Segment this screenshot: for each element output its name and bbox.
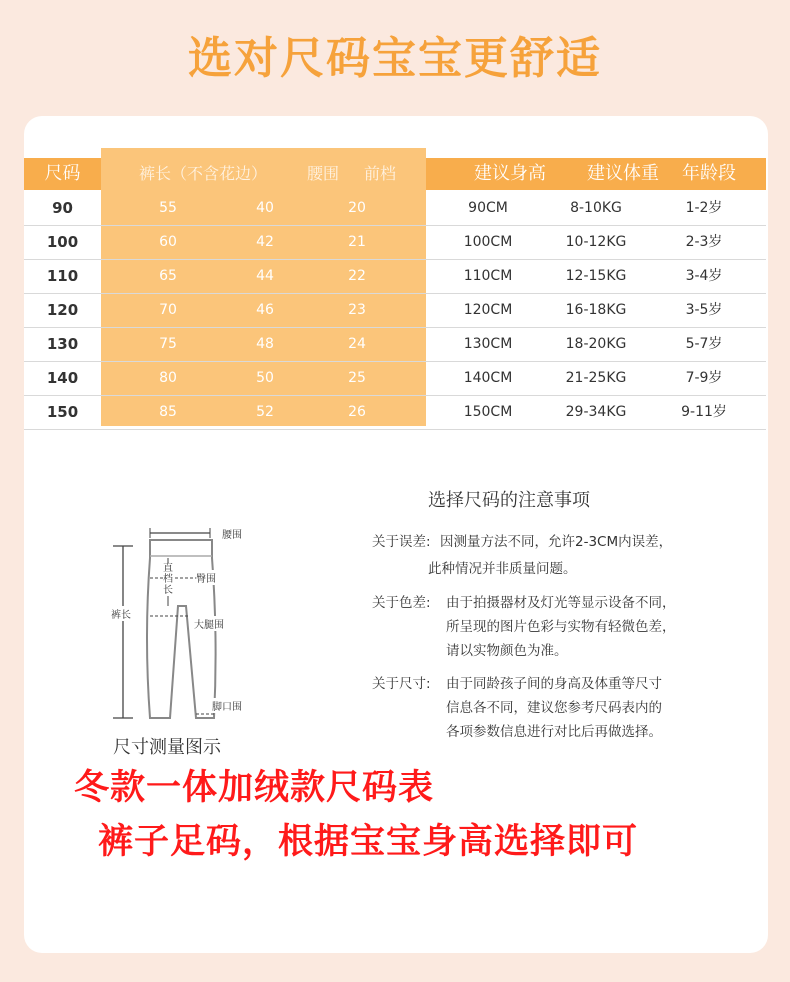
table-cell-rise: 20: [348, 200, 366, 216]
table-cell-size: 140: [46, 369, 79, 387]
notes-title: 选择尺码的注意事项: [428, 490, 590, 511]
table-cell-waist: 42: [256, 234, 274, 250]
table-row-divider: [24, 429, 766, 430]
pants-diagram-icon: [108, 518, 258, 728]
note-label-color: 关于色差:: [372, 595, 431, 611]
label-thigh: 大腿围: [194, 616, 224, 631]
note-line: 信息各不同，建议您参考尺码表内的: [446, 700, 662, 716]
measurement-diagram: [108, 518, 258, 728]
table-cell-age: 5-7岁: [685, 336, 723, 352]
table-cell-length: 75: [159, 336, 177, 352]
th-height: 建议身高: [474, 163, 546, 184]
table-row-divider: [24, 395, 766, 396]
note-line: 所呈现的图片色彩与实物有轻微色差，: [446, 619, 676, 635]
note-line: 由于拍摄器材及灯光等显示设备不同，: [446, 595, 676, 611]
table-cell-waist: 52: [256, 404, 274, 420]
table-cell-length: 55: [159, 200, 177, 216]
note-line: 因测量方法不同，允许2-3CM内误差，: [440, 534, 673, 550]
th-waist: 腰围: [306, 164, 339, 183]
table-cell-rise: 24: [348, 336, 366, 352]
table-cell-weight: 16-18KG: [565, 302, 627, 318]
table-cell-height: 140CM: [463, 370, 513, 386]
note-label-size: 关于尺寸:: [372, 676, 431, 692]
table-cell-size: 130: [46, 335, 79, 353]
table-cell-weight: 21-25KG: [565, 370, 627, 386]
table-cell-age: 9-11岁: [681, 404, 727, 420]
table-row-divider: [24, 225, 766, 226]
table-row-divider: [24, 361, 766, 362]
table-cell-age: 7-9岁: [685, 370, 723, 386]
table-cell-weight: 18-20KG: [565, 336, 627, 352]
th-size: 尺码: [44, 163, 81, 184]
table-cell-length: 60: [159, 234, 177, 250]
label-hem: 脚口围: [212, 698, 242, 713]
table-cell-height: 100CM: [463, 234, 513, 250]
banner-line-2: 裤子足码，根据宝宝身高选择即可: [98, 822, 639, 862]
th-front-rise: 前档: [363, 164, 396, 183]
table-cell-length: 85: [159, 404, 177, 420]
th-age: 年龄段: [682, 163, 736, 184]
table-cell-age: 2-3岁: [685, 234, 723, 250]
label-rise: 直档长: [163, 563, 173, 596]
table-cell-weight: 29-34KG: [565, 404, 627, 420]
table-row-divider: [24, 293, 766, 294]
th-length: 裤长（不含花边）: [138, 164, 267, 183]
table-cell-size: 110: [46, 267, 79, 285]
table-cell-height: 110CM: [463, 268, 513, 284]
table-cell-length: 70: [159, 302, 177, 318]
label-waist: 腰围: [222, 530, 242, 541]
table-cell-waist: 40: [256, 200, 274, 216]
note-line: 请以实物颜色为准。: [446, 643, 568, 659]
table-row-divider: [24, 327, 766, 328]
table-cell-size: 90: [52, 199, 73, 217]
table-cell-waist: 50: [256, 370, 274, 386]
table-cell-rise: 23: [348, 302, 366, 318]
table-row-divider: [24, 259, 766, 260]
label-hip: 臀围: [196, 570, 216, 585]
th-weight: 建议体重: [587, 163, 659, 184]
table-cell-rise: 25: [348, 370, 366, 386]
table-cell-length: 80: [159, 370, 177, 386]
table-cell-length: 65: [159, 268, 177, 284]
table-cell-age: 3-5岁: [685, 302, 723, 318]
table-cell-weight: 8-10KG: [570, 200, 622, 216]
banner-line-1: 冬款一体加绒款尺码表: [74, 768, 435, 808]
table-cell-age: 3-4岁: [685, 268, 723, 284]
table-cell-weight: 12-15KG: [565, 268, 627, 284]
note-label-error: 关于误差:: [372, 534, 431, 550]
table-cell-rise: 26: [348, 404, 366, 420]
table-cell-height: 90CM: [468, 200, 508, 216]
label-length: 裤长: [111, 606, 131, 621]
table-cell-waist: 46: [256, 302, 274, 318]
table-cell-weight: 10-12KG: [565, 234, 627, 250]
note-line: 各项参数信息进行对比后再做选择。: [446, 724, 662, 740]
table-cell-size: 120: [46, 301, 79, 319]
note-line: 由于同龄孩子间的身高及体重等尺寸: [446, 676, 662, 692]
table-cell-rise: 21: [348, 234, 366, 250]
table-cell-height: 130CM: [463, 336, 513, 352]
note-line: 此种情况并非质量问题。: [428, 561, 577, 577]
diagram-caption: 尺寸测量图示: [113, 737, 221, 758]
table-cell-size: 100: [46, 233, 79, 251]
table-cell-size: 150: [46, 403, 79, 421]
table-cell-waist: 44: [256, 268, 274, 284]
table-cell-height: 120CM: [463, 302, 513, 318]
table-cell-age: 1-2岁: [685, 200, 723, 216]
table-cell-waist: 48: [256, 336, 274, 352]
table-cell-rise: 22: [348, 268, 366, 284]
table-cell-height: 150CM: [463, 404, 513, 420]
page-title: 选对尺码宝宝更舒适: [188, 33, 602, 84]
